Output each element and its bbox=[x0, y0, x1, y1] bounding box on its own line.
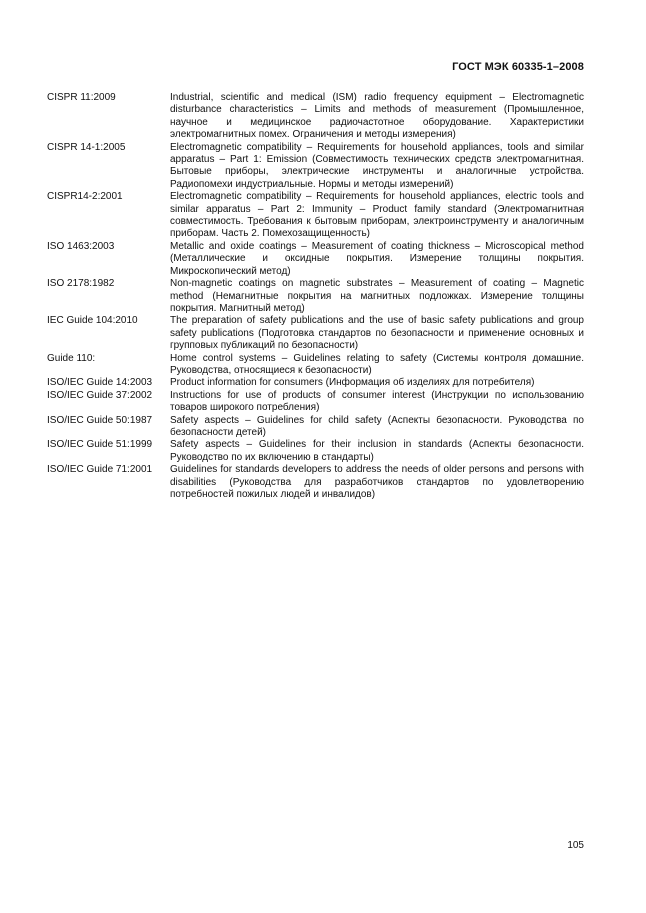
reference-row bbox=[47, 377, 584, 389]
reference-description: Safety aspects – Guidelines for their inclusion in standards (Аспекты безопасности. Руководство по их включению в стандарты) bbox=[170, 439, 584, 463]
reference-description: Instructions for use of products of consumer interest (Инструкции по использованию товаров широкого потребления) bbox=[170, 389, 584, 414]
reference-description: Industrial, scientific and medical (ISM) radio frequency equipment – Electromagnetic disturbance characteristics – Limits and methods of measurement (Промышленное, научное и медицинское радиочастотное оборудование. Характеристики электромагнитных помех. Ограничения и методы измерения) bbox=[170, 92, 584, 141]
reference-description: Electromagnetic compatibility – Requirements for household appliances, tools and similar apparatus – Part 1: Emission (Совместимость технических средств электромагнитная. Бытовые приборы, электрические инструменты и аналогичные устройства. Радиопомехи индустриальные. Нормы и методы измерений) bbox=[170, 141, 584, 190]
reference-code: ISO/IEC Guide 37:2002 bbox=[47, 389, 153, 401]
reference-code: ISO/IEC Guide 50:1987 bbox=[47, 414, 153, 426]
reference-description: Product information for consumers (Информация об изделиях для потребителя) bbox=[170, 377, 535, 389]
reference-row bbox=[47, 278, 584, 315]
reference-description: Electromagnetic compatibility – Requirements for household appliances, electric tools and similar apparatus – Part 2: Immunity – Product family standard (Электромагнитная совместимость. Требования к бытовым приборам, электроинструменту и аналогичным приборам. Часть 2. Помехозащищенность) bbox=[170, 191, 584, 240]
reference-code: CISPR 11:2009 bbox=[47, 92, 116, 103]
reference-row bbox=[47, 464, 584, 501]
reference-row bbox=[47, 142, 584, 192]
reference-row bbox=[47, 390, 584, 415]
reference-description: Non-magnetic coatings on magnetic substrates – Measurement of coating – Magnetic method (Немагнитные покрытия на магнитных подложках. Измерение толщины покрытия. Магнитный метод) bbox=[170, 278, 584, 314]
reference-row bbox=[47, 415, 584, 440]
reference-description: Home control systems – Guidelines relating to safety (Системы контроля домашние. Руководства, относящиеся к безопасности) bbox=[170, 352, 584, 376]
reference-description: Safety aspects – Guidelines for child safety (Аспекты безопасности. Руководства по безопасности детей) bbox=[170, 414, 584, 438]
reference-row bbox=[47, 241, 584, 278]
references-list bbox=[47, 92, 584, 501]
reference-description: Metallic and oxide coatings – Measurement of coating thickness – Microscopical method (Металлические и оксидные покрытия. Измерение толщины покрытия. Микроскопический метод) bbox=[170, 240, 584, 277]
document-header: ГОСТ МЭК 60335-1–2008 bbox=[452, 61, 584, 73]
reference-code: ISO/IEC Guide 14:2003 bbox=[47, 377, 153, 389]
reference-code: CISPR 14-1:2005 bbox=[47, 141, 126, 153]
reference-code: ISO 1463:2003 bbox=[47, 240, 115, 252]
reference-code: CISPR14-2:2001 bbox=[47, 191, 123, 203]
reference-row bbox=[47, 191, 584, 241]
reference-code: ISO/IEC Guide 71:2001 bbox=[47, 464, 153, 476]
reference-code: ISO/IEC Guide 51:1999 bbox=[47, 439, 153, 451]
reference-code: ISO 2178:1982 bbox=[47, 278, 115, 290]
reference-code: Guide 110: bbox=[47, 352, 96, 364]
reference-row bbox=[47, 315, 584, 352]
reference-code: IEC Guide 104:2010 bbox=[47, 315, 138, 327]
reference-description: The preparation of safety publications and the use of basic safety publications and group safety publications (Подготовка стандартов по безопасности и применение основных и групповых публикаций по безопасности) bbox=[170, 315, 584, 352]
reference-row bbox=[47, 92, 584, 142]
reference-row bbox=[47, 439, 584, 464]
page-number: 105 bbox=[567, 840, 584, 851]
reference-description: Guidelines for standards developers to address the needs of older persons and persons with disabilities (Руководства для разработчиков стандартов по удовлетворению потребностей пожилых людей и инвалидов) bbox=[170, 464, 584, 500]
reference-row bbox=[47, 353, 584, 378]
